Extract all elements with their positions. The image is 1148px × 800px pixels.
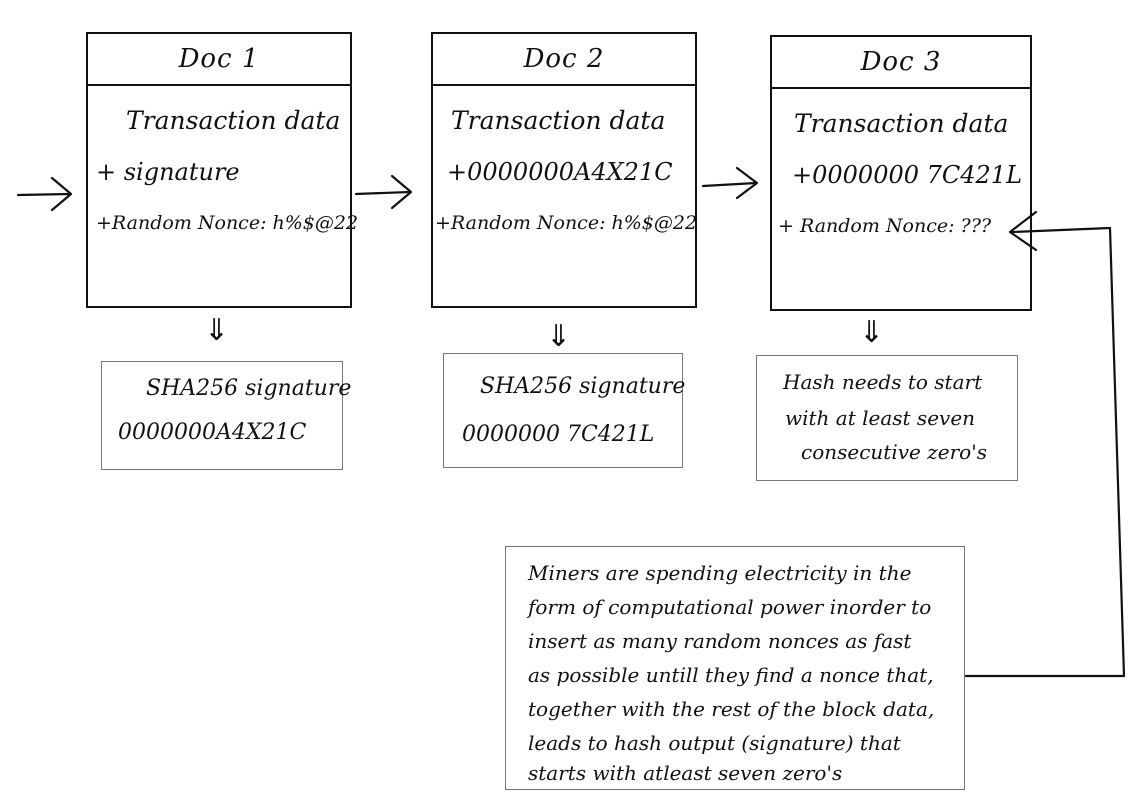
note-line: leads to hash output (signature) that: [528, 731, 901, 755]
down-double-arrow-icon: ⇓: [546, 319, 572, 354]
box-2-hash-value: 0000000 7C421L: [462, 422, 655, 447]
right-arrow-icon: [703, 168, 757, 198]
doc-1-signature-line: + signature: [96, 158, 240, 186]
doc-3-block: [770, 35, 1032, 311]
doc-2-title: Doc 2: [433, 34, 695, 86]
doc-1-transaction-data: Transaction data: [126, 106, 341, 135]
box-1-heading: SHA256 signature: [146, 376, 352, 401]
doc-1-title: Doc 1: [88, 34, 350, 86]
requirement-box: [756, 355, 1018, 481]
requirement-line-3: consecutive zero's: [801, 440, 987, 464]
doc-1-block: [86, 32, 359, 308]
sha256-box-1: [101, 361, 352, 470]
note-line: starts with atleast seven zero's: [528, 761, 843, 785]
doc-2-block: [431, 32, 697, 308]
note-line: insert as many random nonces as fast: [528, 629, 912, 653]
box-1-hash-value: 0000000A4X21C: [118, 420, 307, 445]
sha256-box-2: [443, 353, 686, 468]
note-line: Miners are spending electricity in the: [528, 561, 912, 585]
doc-3-transaction-data: Transaction data: [794, 109, 1009, 138]
doc-3-hash-line: +0000000 7C421L: [792, 161, 1023, 189]
right-arrow-icon: [356, 176, 411, 208]
down-double-arrow-icon: ⇓: [859, 315, 885, 350]
doc-2-nonce-line: +Random Nonce: h%$@22: [435, 212, 698, 234]
note-line: together with the rest of the block data,: [528, 697, 935, 721]
doc-1-nonce-line: +Random Nonce: h%$@22: [96, 212, 359, 234]
right-arrow-icon: [18, 178, 71, 210]
requirement-line-1: Hash needs to start: [783, 370, 983, 394]
box-2-heading: SHA256 signature: [480, 374, 686, 399]
miners-note-box: [505, 546, 965, 790]
doc-3-nonce-line: + Random Nonce: ???: [778, 215, 992, 237]
down-double-arrow-icon: ⇓: [204, 313, 230, 348]
doc-2-transaction-data: Transaction data: [451, 106, 666, 135]
doc-2-hash-line: +0000000A4X21C: [447, 158, 673, 186]
doc-3-title: Doc 3: [772, 37, 1030, 89]
note-line: as possible untill they find a nonce that,: [528, 663, 934, 687]
note-line: form of computational power inorder to: [528, 595, 932, 619]
requirement-line-2: with at least seven: [785, 406, 976, 430]
